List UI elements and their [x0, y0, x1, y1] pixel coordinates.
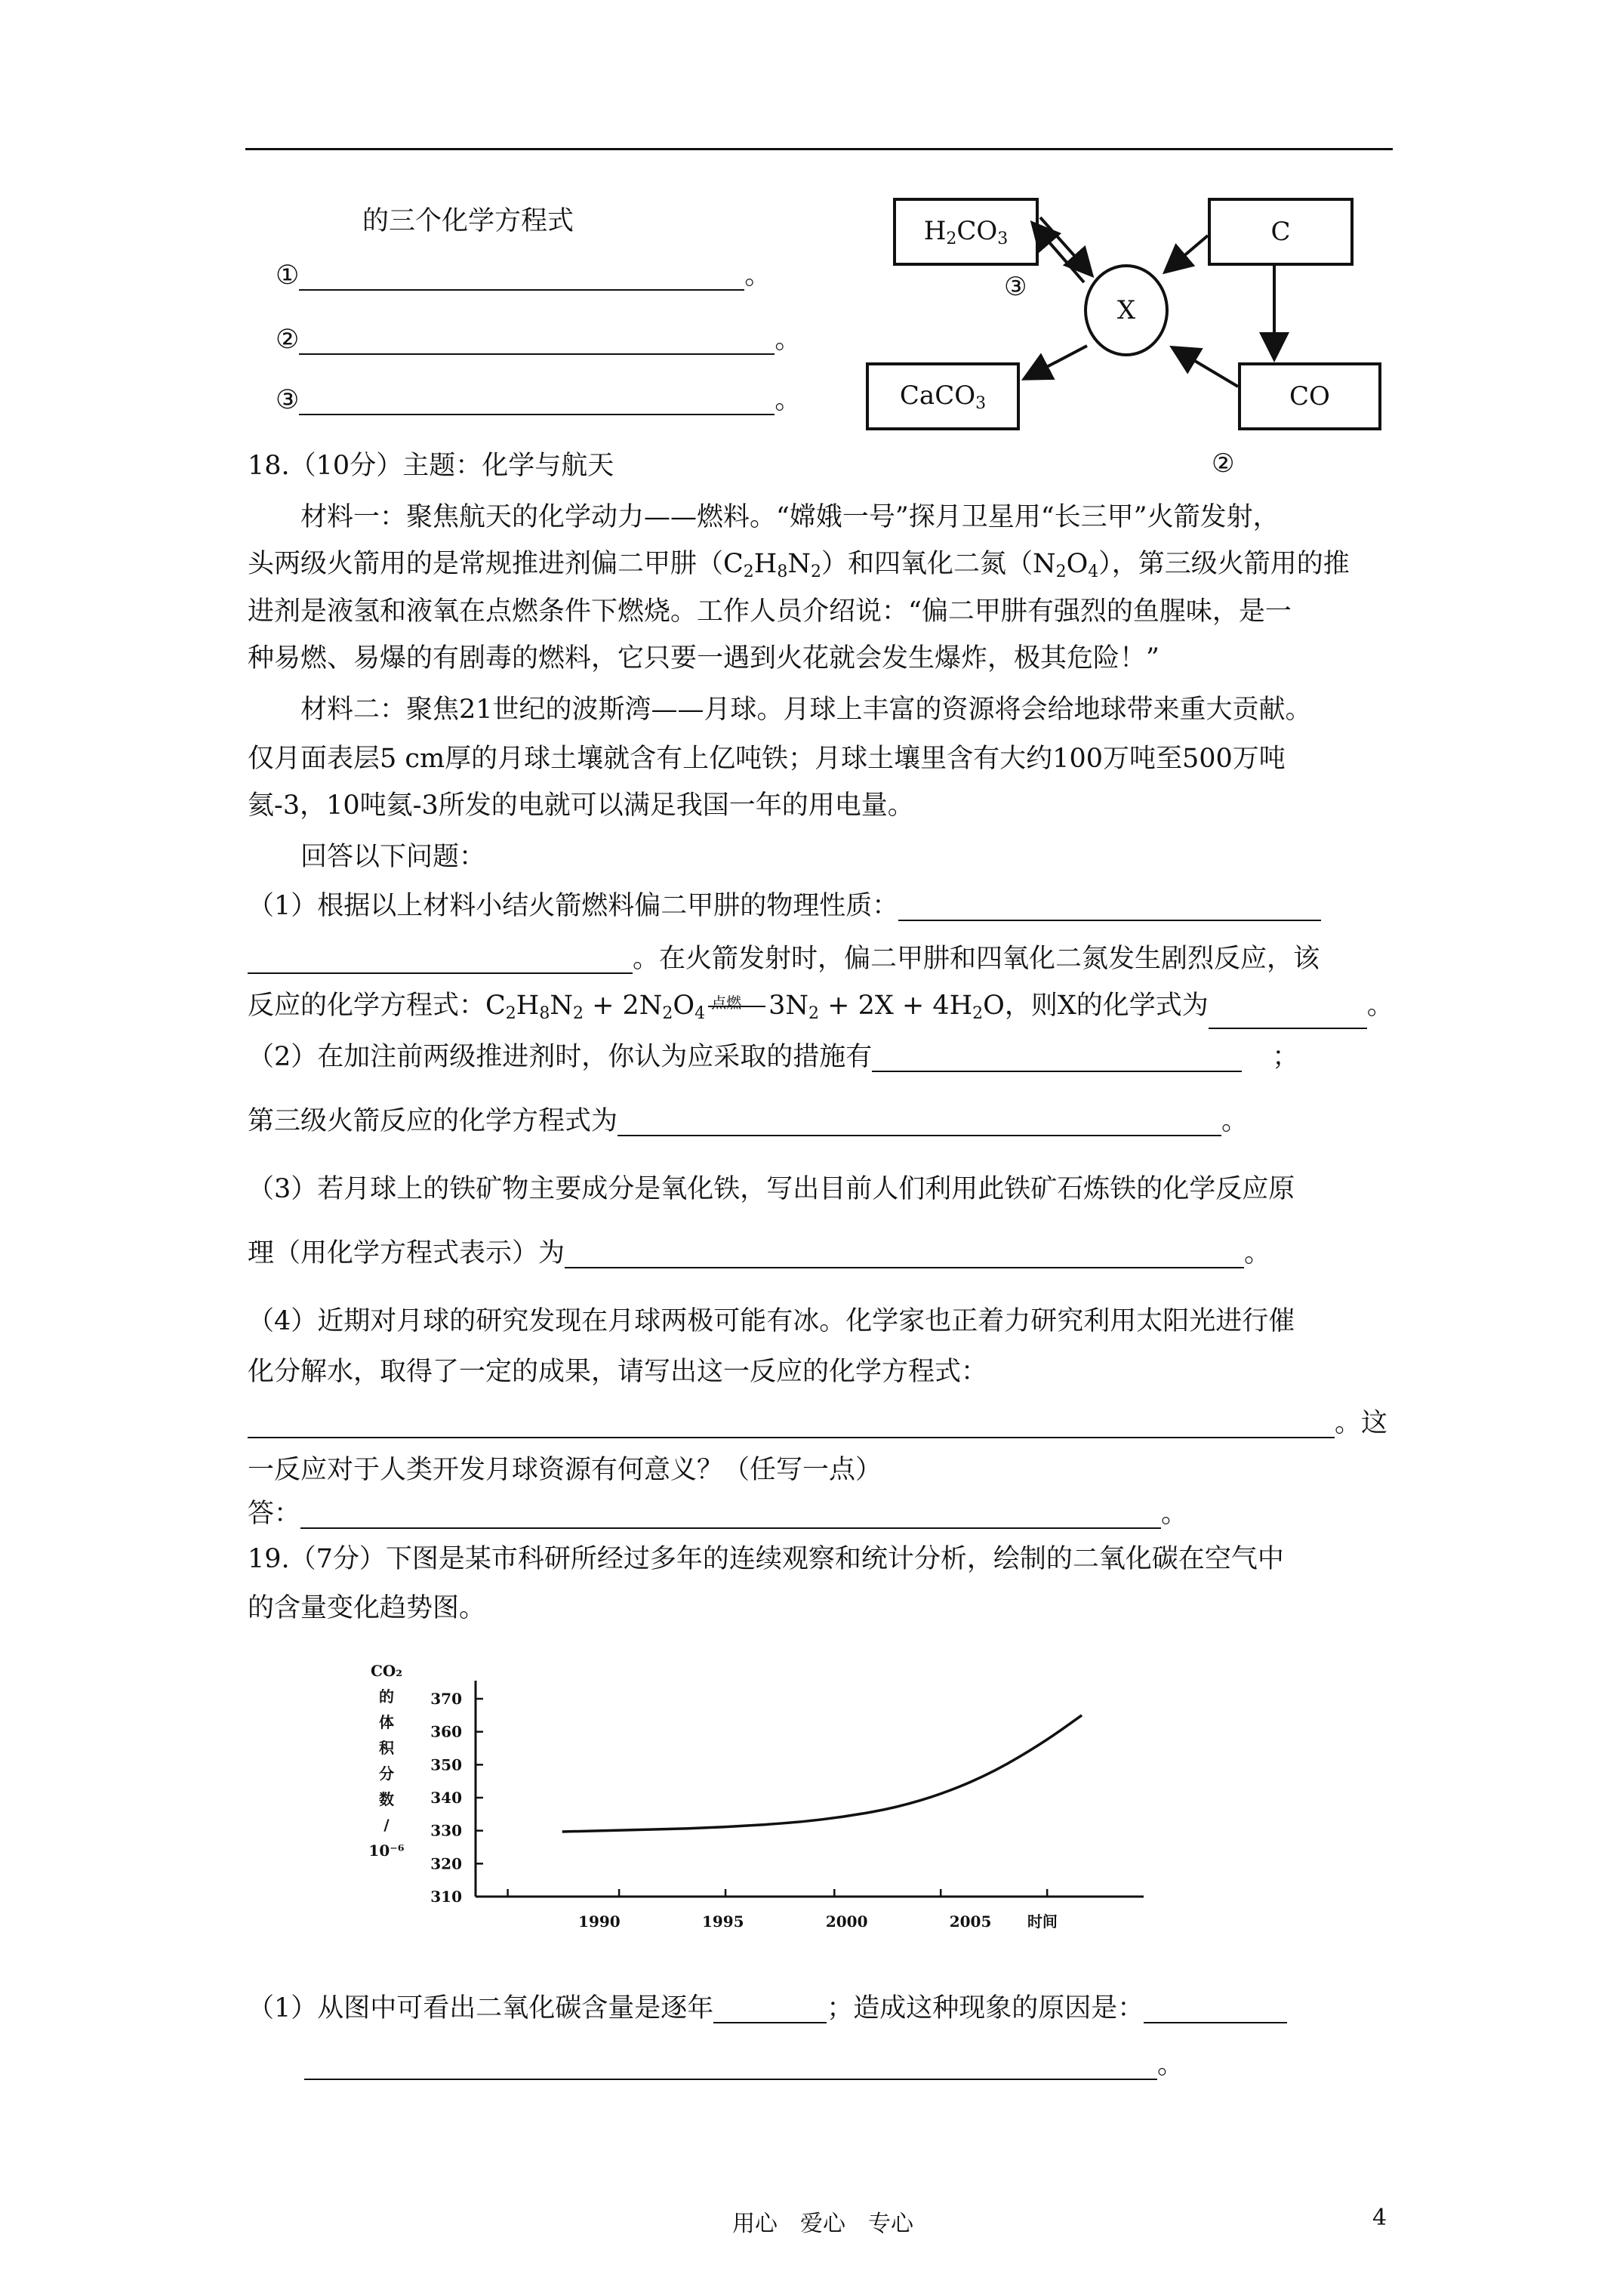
- q17-intro: 的三个化学方程式: [362, 206, 574, 236]
- q18-m1-line1: 材料一：聚焦航天的化学动力——燃料。“嫦娥一号”探月卫星用“长三甲”火箭发射，: [300, 502, 1280, 532]
- y-label-char: 10⁻⁶: [368, 1841, 405, 1860]
- y-tick-label: 310: [430, 1888, 462, 1906]
- box-c: C: [1208, 198, 1354, 266]
- y-tick-label: 340: [430, 1789, 462, 1807]
- q18-m1-line2: 头两级火箭用的是常规推进剂偏二甲肼$(C_2H_8N_2)$和四氧化二氮$(N_2O_4)$，第三级火箭用的推: [248, 549, 1350, 581]
- arrow-x-to-caco3: [1027, 346, 1087, 378]
- y-label-char: /: [383, 1816, 390, 1834]
- q19-p1-line2: 。: [248, 2050, 1184, 2080]
- y-label-char: 分: [379, 1764, 394, 1783]
- q18-m2-line2: 仅月面表层5 cm厚的月球土壤就含有上亿吨铁；月球土壤里含有大约100万吨至500万吨: [248, 744, 1286, 774]
- header-rule: [245, 148, 1393, 150]
- node-x: X: [1084, 264, 1169, 356]
- answer-blank[interactable]: [1144, 1998, 1287, 2023]
- answer-blank[interactable]: [300, 1503, 1161, 1529]
- q18-heading: 18.（10分）主题：化学与航天: [248, 451, 614, 481]
- q18-m1-line3: 进剂是液氢和液氧在点燃条件下燃烧。工作人员介绍说：“偏二甲肼有强烈的鱼腥味，是一: [248, 596, 1292, 627]
- co2-trend-chart: [355, 1653, 1170, 1940]
- q18-p4-line1: （4）近期对月球的研究发现在月球两极可能有冰。化学家也正着力研究利用太阳光进行催: [248, 1306, 1295, 1336]
- q19-line2: 的含量变化趋势图。: [248, 1593, 486, 1623]
- page-number: 4: [1372, 2205, 1387, 2231]
- box-co: CO: [1238, 362, 1381, 430]
- footer-motto: 用心 爱心 专心: [732, 2211, 913, 2237]
- x-axis-label: 时间: [1027, 1912, 1058, 1931]
- q18-p3-line2: 理（用化学方程式表示）为 。: [248, 1238, 1271, 1268]
- label-2: ②: [1212, 448, 1235, 479]
- y-label-char: 数: [379, 1790, 394, 1808]
- x-tick-label: 2000: [825, 1912, 868, 1931]
- answer-blank[interactable]: [872, 1046, 1242, 1072]
- q18-m2-line1: 材料二：聚焦21世纪的波斯湾——月球。月球上丰富的资源将会给地球带来重大贡献。: [300, 695, 1312, 725]
- answer-blank[interactable]: [248, 948, 633, 974]
- q17-item-1: ① 。: [276, 260, 771, 291]
- q18-p1-line3: 反应的化学方程式：$C_2H_8N_2 + 2N_2O_4$ 点燃 $3N_2 + 2X + 4H_2O$，则X的化学式为 。: [248, 991, 1394, 1029]
- arrow-co-to-x: [1175, 349, 1238, 387]
- y-tick-label: 370: [430, 1690, 462, 1708]
- label-3: ③: [1004, 272, 1027, 302]
- q18-p4-line5: 答： 。: [248, 1499, 1188, 1529]
- y-axis-label: [368, 1662, 404, 1860]
- x-tick-labels: [578, 1912, 991, 1931]
- q18-p2-line2: 第三级火箭反应的化学方程式为 。: [248, 1106, 1249, 1136]
- answer-blank[interactable]: [304, 2054, 1157, 2080]
- y-label-char: 积: [379, 1739, 394, 1757]
- q18-p1-line1: （1）根据以上材料小结火箭燃料偏二甲肼的物理性质：: [248, 891, 1321, 921]
- answer-blank[interactable]: [565, 1243, 1244, 1268]
- q18-m1-line4: 种易燃、易爆的有剧毒的燃料，它只要一遇到火花就会发生爆炸，极其危险！”: [248, 643, 1160, 673]
- q19-p1-line1: （1）从图中可看出二氧化碳含量是逐年 ；造成这种现象的原因是：: [248, 1993, 1287, 2023]
- q18-m2-line3: 氦-3，10吨氦-3所发的电就可以满足我国一年的用电量。: [248, 791, 914, 821]
- q18-p4-line2: 化分解水，取得了一定的成果，请写出这一反应的化学方程式：: [248, 1357, 988, 1387]
- reaction-condition: 点燃: [705, 991, 768, 1021]
- q18-p3-line1: （3）若月球上的铁矿物主要成分是氧化铁，写出目前人们利用此铁矿石炼铁的化学反应原: [248, 1174, 1295, 1204]
- y-label-char: 的: [379, 1687, 394, 1706]
- q19-line1: 19.（7分）下图是某市科研所经过多年的连续观察和统计分析，绘制的二氧化碳在空气中: [248, 1544, 1284, 1574]
- answer-blank[interactable]: [713, 1998, 827, 2023]
- answer-blank[interactable]: [898, 895, 1321, 921]
- co2-series-line: [562, 1715, 1082, 1832]
- y-tick-label: 360: [430, 1722, 462, 1741]
- arrow-x-to-h2co3: [1034, 225, 1084, 282]
- q18-p2-line1: （2）在加注前两级推进剂时，你认为应采取的措施有 ；: [248, 1042, 1299, 1072]
- y-label-char: CO₂: [370, 1662, 403, 1680]
- q18-p4-line3: 。这: [248, 1408, 1387, 1438]
- q17-item-3: ③ 。: [276, 385, 802, 415]
- y-tick-label: 320: [430, 1854, 462, 1873]
- q18-p4-line4: 一反应对于人类开发月球资源有何意义？（任写一点）: [248, 1455, 882, 1485]
- box-caco3: CaCO$_3$: [866, 362, 1020, 430]
- answer-blank[interactable]: [617, 1111, 1221, 1136]
- x-tick-label: 1995: [701, 1912, 744, 1931]
- y-label-char: 体: [379, 1713, 394, 1731]
- y-tick-label: 350: [430, 1755, 462, 1774]
- q18-answer-prompt: 回答以下问题：: [300, 842, 486, 872]
- diagram-arrows: [861, 189, 1404, 445]
- q17-item-2: ② 。: [276, 325, 802, 355]
- x-tick-label: 1990: [578, 1912, 621, 1931]
- box-h2co3: $H_2CO_3$: [893, 198, 1039, 266]
- answer-blank[interactable]: [248, 1413, 1335, 1438]
- y-tick-label: 330: [430, 1821, 462, 1840]
- answer-blank[interactable]: [1209, 1003, 1367, 1029]
- arrow-h2co3-to-x: [1040, 217, 1090, 273]
- y-tick-labels: [430, 1690, 462, 1906]
- arrow-c-to-x: [1167, 236, 1208, 270]
- q18-p1-line2: 。在火箭发射时，偏二甲肼和四氧化二氮发生剧烈反应，该: [248, 944, 1320, 974]
- x-tick-label: 2005: [949, 1912, 992, 1931]
